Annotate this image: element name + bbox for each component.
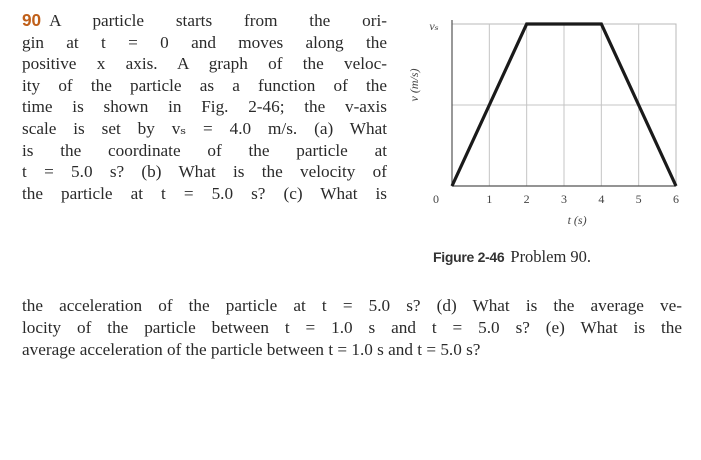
problem-text-column — [22, 10, 387, 204]
problem-line-6: scale is set by vₛ = 4.0 m/s. (a) What — [22, 118, 387, 138]
y-axis-label: v (m/s) — [407, 68, 421, 102]
problem-line-1 — [22, 10, 387, 32]
problem-line-4: ity of the particle as a function of the — [22, 75, 387, 95]
problem-number: 90 — [22, 10, 42, 30]
figure-caption — [433, 247, 591, 267]
x-tick-label: 5 — [635, 192, 642, 206]
problem-line-2: gin at t = 0 and moves along the — [22, 32, 387, 52]
continuation-line-1: the acceleration of the particle at t = 5.0 s? (d) What is the average ve- — [22, 296, 682, 315]
figure-caption-text: Problem 90. — [510, 247, 592, 266]
x-tick-label: 0 — [433, 192, 439, 206]
y-tick-label-vs: vₛ — [429, 19, 439, 33]
x-tick-label: 2 — [523, 192, 530, 206]
x-tick-label: 6 — [673, 192, 679, 206]
x-tick-label: 3 — [561, 192, 567, 206]
problem-line-8: t = 5.0 s? (b) What is the velocity of — [22, 162, 387, 182]
figure-caption-label: Figure 2-46 — [433, 249, 505, 265]
continuation-line-2: locity of the particle between t = 1.0 s and t = 5.0 s? (e) What is the — [22, 318, 682, 337]
problem-line-1-text: A particle starts from the ori- — [49, 11, 387, 30]
velocity-time-figure — [398, 6, 698, 246]
problem-line-7: is the coordinate of the particle at — [22, 140, 387, 160]
problem-line-9: the particle at t = 5.0 s? (c) What is — [22, 183, 387, 203]
x-tick-label: 4 — [598, 192, 605, 206]
problem-continuation — [22, 295, 682, 361]
problem-line-5: time is shown in Fig. 2-46; the v-axis — [22, 97, 387, 117]
x-tick-label: 1 — [486, 192, 493, 206]
continuation-line-3: average acceleration of the particle between t = 1.0 s and t = 5.0 s? — [22, 340, 481, 359]
velocity-time-chart — [398, 6, 698, 246]
problem-line-3: positive x axis. A graph of the veloc- — [22, 54, 387, 74]
x-axis-label: t (s) — [567, 213, 587, 227]
